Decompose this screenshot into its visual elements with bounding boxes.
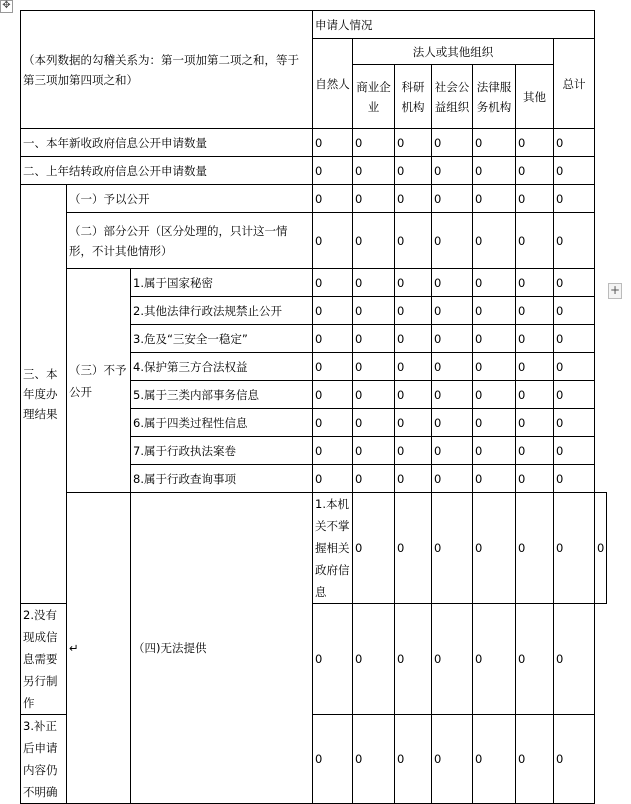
cell-value: 0 <box>353 297 395 325</box>
cell-value: 0 <box>353 157 395 185</box>
cell-value: 0 <box>432 129 473 157</box>
cell-value: 0 <box>516 325 554 353</box>
table-row <box>21 213 607 269</box>
row-not-disclosed-item: 1.属于国家秘密 <box>131 269 313 297</box>
cell-value: 0 <box>395 213 432 269</box>
cell-value: 0 <box>313 381 353 409</box>
cell-value: 0 <box>353 325 395 353</box>
cell-value: 0 <box>353 381 395 409</box>
cell-value: 0 <box>395 604 432 715</box>
row-partially-disclosed: （二）部分公开（区分处理的，只计这一情形，不计其他情形） <box>67 213 313 269</box>
cell-value: 0 <box>554 353 595 381</box>
header-subcol-4: 其他 <box>516 65 554 129</box>
header-subcol-1: 科研机构 <box>395 65 432 129</box>
cell-value: 0 <box>353 437 395 465</box>
disclosure-table <box>20 10 607 804</box>
cell-value: 0 <box>432 325 473 353</box>
cell-value: 0 <box>554 465 595 493</box>
table-row <box>21 129 607 157</box>
cell-value: 0 <box>395 325 432 353</box>
cell-value: 0 <box>353 493 395 604</box>
cell-value: 0 <box>554 715 595 804</box>
group-not-disclosed: （三）不予公开 <box>67 269 131 493</box>
header-note: （本列数据的勾稽关系为：第一项加第二项之和，等于第三项加第四项之和） <box>21 11 313 129</box>
cell-value: 0 <box>432 715 473 804</box>
cell-value: 0 <box>432 493 473 604</box>
cell-value: 0 <box>395 437 432 465</box>
row-cannot-provide-item: 2.没有现成信息需要另行制作 <box>21 604 67 715</box>
cell-value: 0 <box>395 157 432 185</box>
cell-value: 0 <box>395 381 432 409</box>
cell-value: 0 <box>432 465 473 493</box>
cell-value: 0 <box>516 185 554 213</box>
cell-value: 0 <box>395 715 432 804</box>
cell-value: 0 <box>473 715 516 804</box>
cell-value: 0 <box>353 409 395 437</box>
cell-value: 0 <box>554 129 595 157</box>
cell-value: 0 <box>395 409 432 437</box>
cell-value: 0 <box>395 185 432 213</box>
cell-value: 0 <box>516 297 554 325</box>
cell-value: 0 <box>313 715 353 804</box>
cell-value: 0 <box>473 129 516 157</box>
cell-value: 0 <box>432 297 473 325</box>
cell-value: 0 <box>554 213 595 269</box>
cell-value: 0 <box>353 353 395 381</box>
cell-value: 0 <box>432 604 473 715</box>
cell-value: 0 <box>353 465 395 493</box>
table-row <box>21 269 607 297</box>
cell-value: 0 <box>554 157 595 185</box>
cell-value: 0 <box>554 381 595 409</box>
header-legal-group: 法人或其他组织 <box>353 39 554 65</box>
row-carried-over: 二、上年结转政府信息公开申请数量 <box>21 157 313 185</box>
cell-value: 0 <box>353 604 395 715</box>
cell-value: 0 <box>516 604 554 715</box>
table-body <box>21 11 607 804</box>
cell-value: 0 <box>516 157 554 185</box>
row-not-disclosed-item: 6.属于四类过程性信息 <box>131 409 313 437</box>
cell-value: 0 <box>432 157 473 185</box>
cell-value: 0 <box>313 465 353 493</box>
row-cannot-provide-item: 1.本机关不掌握相关政府信息 <box>313 493 353 604</box>
header-applicant: 申请人情况 <box>313 11 595 39</box>
cell-value: 0 <box>473 269 516 297</box>
row-not-disclosed-item: 4.保护第三方合法权益 <box>131 353 313 381</box>
section-results-cont: ↵ <box>67 493 131 804</box>
cell-value: 0 <box>554 325 595 353</box>
cell-value: 0 <box>473 437 516 465</box>
cell-value: 0 <box>516 493 554 604</box>
row-not-disclosed-item: 3.危及“三安全一稳定” <box>131 325 313 353</box>
section-results: 三、本年度办理结果 <box>21 185 67 604</box>
row-new-applications: 一、本年新收政府信息公开申请数量 <box>21 129 313 157</box>
cell-value: 0 <box>395 297 432 325</box>
cell-value: 0 <box>395 353 432 381</box>
row-not-disclosed-item: 5.属于三类内部事务信息 <box>131 381 313 409</box>
cell-value: 0 <box>516 381 554 409</box>
cell-value: 0 <box>554 604 595 715</box>
cell-value: 0 <box>353 213 395 269</box>
cell-value: 0 <box>353 185 395 213</box>
cell-value: 0 <box>516 353 554 381</box>
header-subcol-3: 法律服务机构 <box>473 65 516 129</box>
cell-value: 0 <box>554 297 595 325</box>
cell-value: 0 <box>395 493 432 604</box>
cell-value: 0 <box>432 213 473 269</box>
cell-value: 0 <box>473 325 516 353</box>
cell-value: 0 <box>554 437 595 465</box>
cell-value: 0 <box>473 604 516 715</box>
cell-value: 0 <box>473 297 516 325</box>
cell-value: 0 <box>516 129 554 157</box>
cell-value: 0 <box>353 269 395 297</box>
cell-value: 0 <box>473 409 516 437</box>
row-cannot-provide-item: 3.补正后申请内容仍不明确 <box>21 715 67 804</box>
cell-value: 0 <box>395 129 432 157</box>
cell-value: 0 <box>473 493 516 604</box>
cell-value: 0 <box>554 493 595 604</box>
cell-value: 0 <box>313 325 353 353</box>
row-not-disclosed-item: 2.其他法律行政法规禁止公开 <box>131 297 313 325</box>
group-cannot-provide: （四)无法提供 <box>131 493 313 804</box>
row-not-disclosed-item: 8.属于行政查询事项 <box>131 465 313 493</box>
cell-value: 0 <box>313 157 353 185</box>
table-move-handle-icon[interactable]: ✥ <box>0 0 13 13</box>
cell-value: 0 <box>516 269 554 297</box>
cell-value: 0 <box>516 409 554 437</box>
header-subcol-2: 社会公益组织 <box>432 65 473 129</box>
table-row <box>21 185 607 213</box>
cell-value: 0 <box>554 409 595 437</box>
cell-value: 0 <box>313 409 353 437</box>
cell-value: 0 <box>473 353 516 381</box>
cell-value: 0 <box>516 437 554 465</box>
cell-value: 0 <box>432 409 473 437</box>
cell-value: 0 <box>313 437 353 465</box>
cell-value: 0 <box>473 213 516 269</box>
cell-value: 0 <box>432 381 473 409</box>
cell-value: 0 <box>313 185 353 213</box>
row-disclosed: （一）予以公开 <box>67 185 313 213</box>
header-natural-person: 自然人 <box>313 39 353 129</box>
cell-value: 0 <box>313 353 353 381</box>
cell-value: 0 <box>554 269 595 297</box>
cell-value: 0 <box>432 353 473 381</box>
cell-value: 0 <box>432 269 473 297</box>
table-row <box>21 493 607 604</box>
header-subcol-0: 商业企业 <box>353 65 395 129</box>
cell-value: 0 <box>516 715 554 804</box>
cell-value: 0 <box>395 465 432 493</box>
cell-value: 0 <box>313 269 353 297</box>
cell-value: 0 <box>395 269 432 297</box>
cell-value: 0 <box>595 493 607 604</box>
cell-value: 0 <box>313 129 353 157</box>
cell-value: 0 <box>516 213 554 269</box>
cell-value: 0 <box>432 437 473 465</box>
cell-value: 0 <box>473 465 516 493</box>
cell-value: 0 <box>432 185 473 213</box>
cell-value: 0 <box>313 297 353 325</box>
cell-value: 0 <box>313 604 353 715</box>
cell-value: 0 <box>554 185 595 213</box>
cell-value: 0 <box>353 715 395 804</box>
cell-value: 0 <box>473 381 516 409</box>
cell-value: 0 <box>473 185 516 213</box>
cell-value: 0 <box>473 157 516 185</box>
table-row <box>21 157 607 185</box>
cell-value: 0 <box>516 465 554 493</box>
add-column-icon[interactable]: + <box>609 283 621 297</box>
cell-value: 0 <box>353 129 395 157</box>
cell-value: 0 <box>313 213 353 269</box>
row-not-disclosed-item: 7.属于行政执法案卷 <box>131 437 313 465</box>
header-total: 总计 <box>554 39 595 129</box>
